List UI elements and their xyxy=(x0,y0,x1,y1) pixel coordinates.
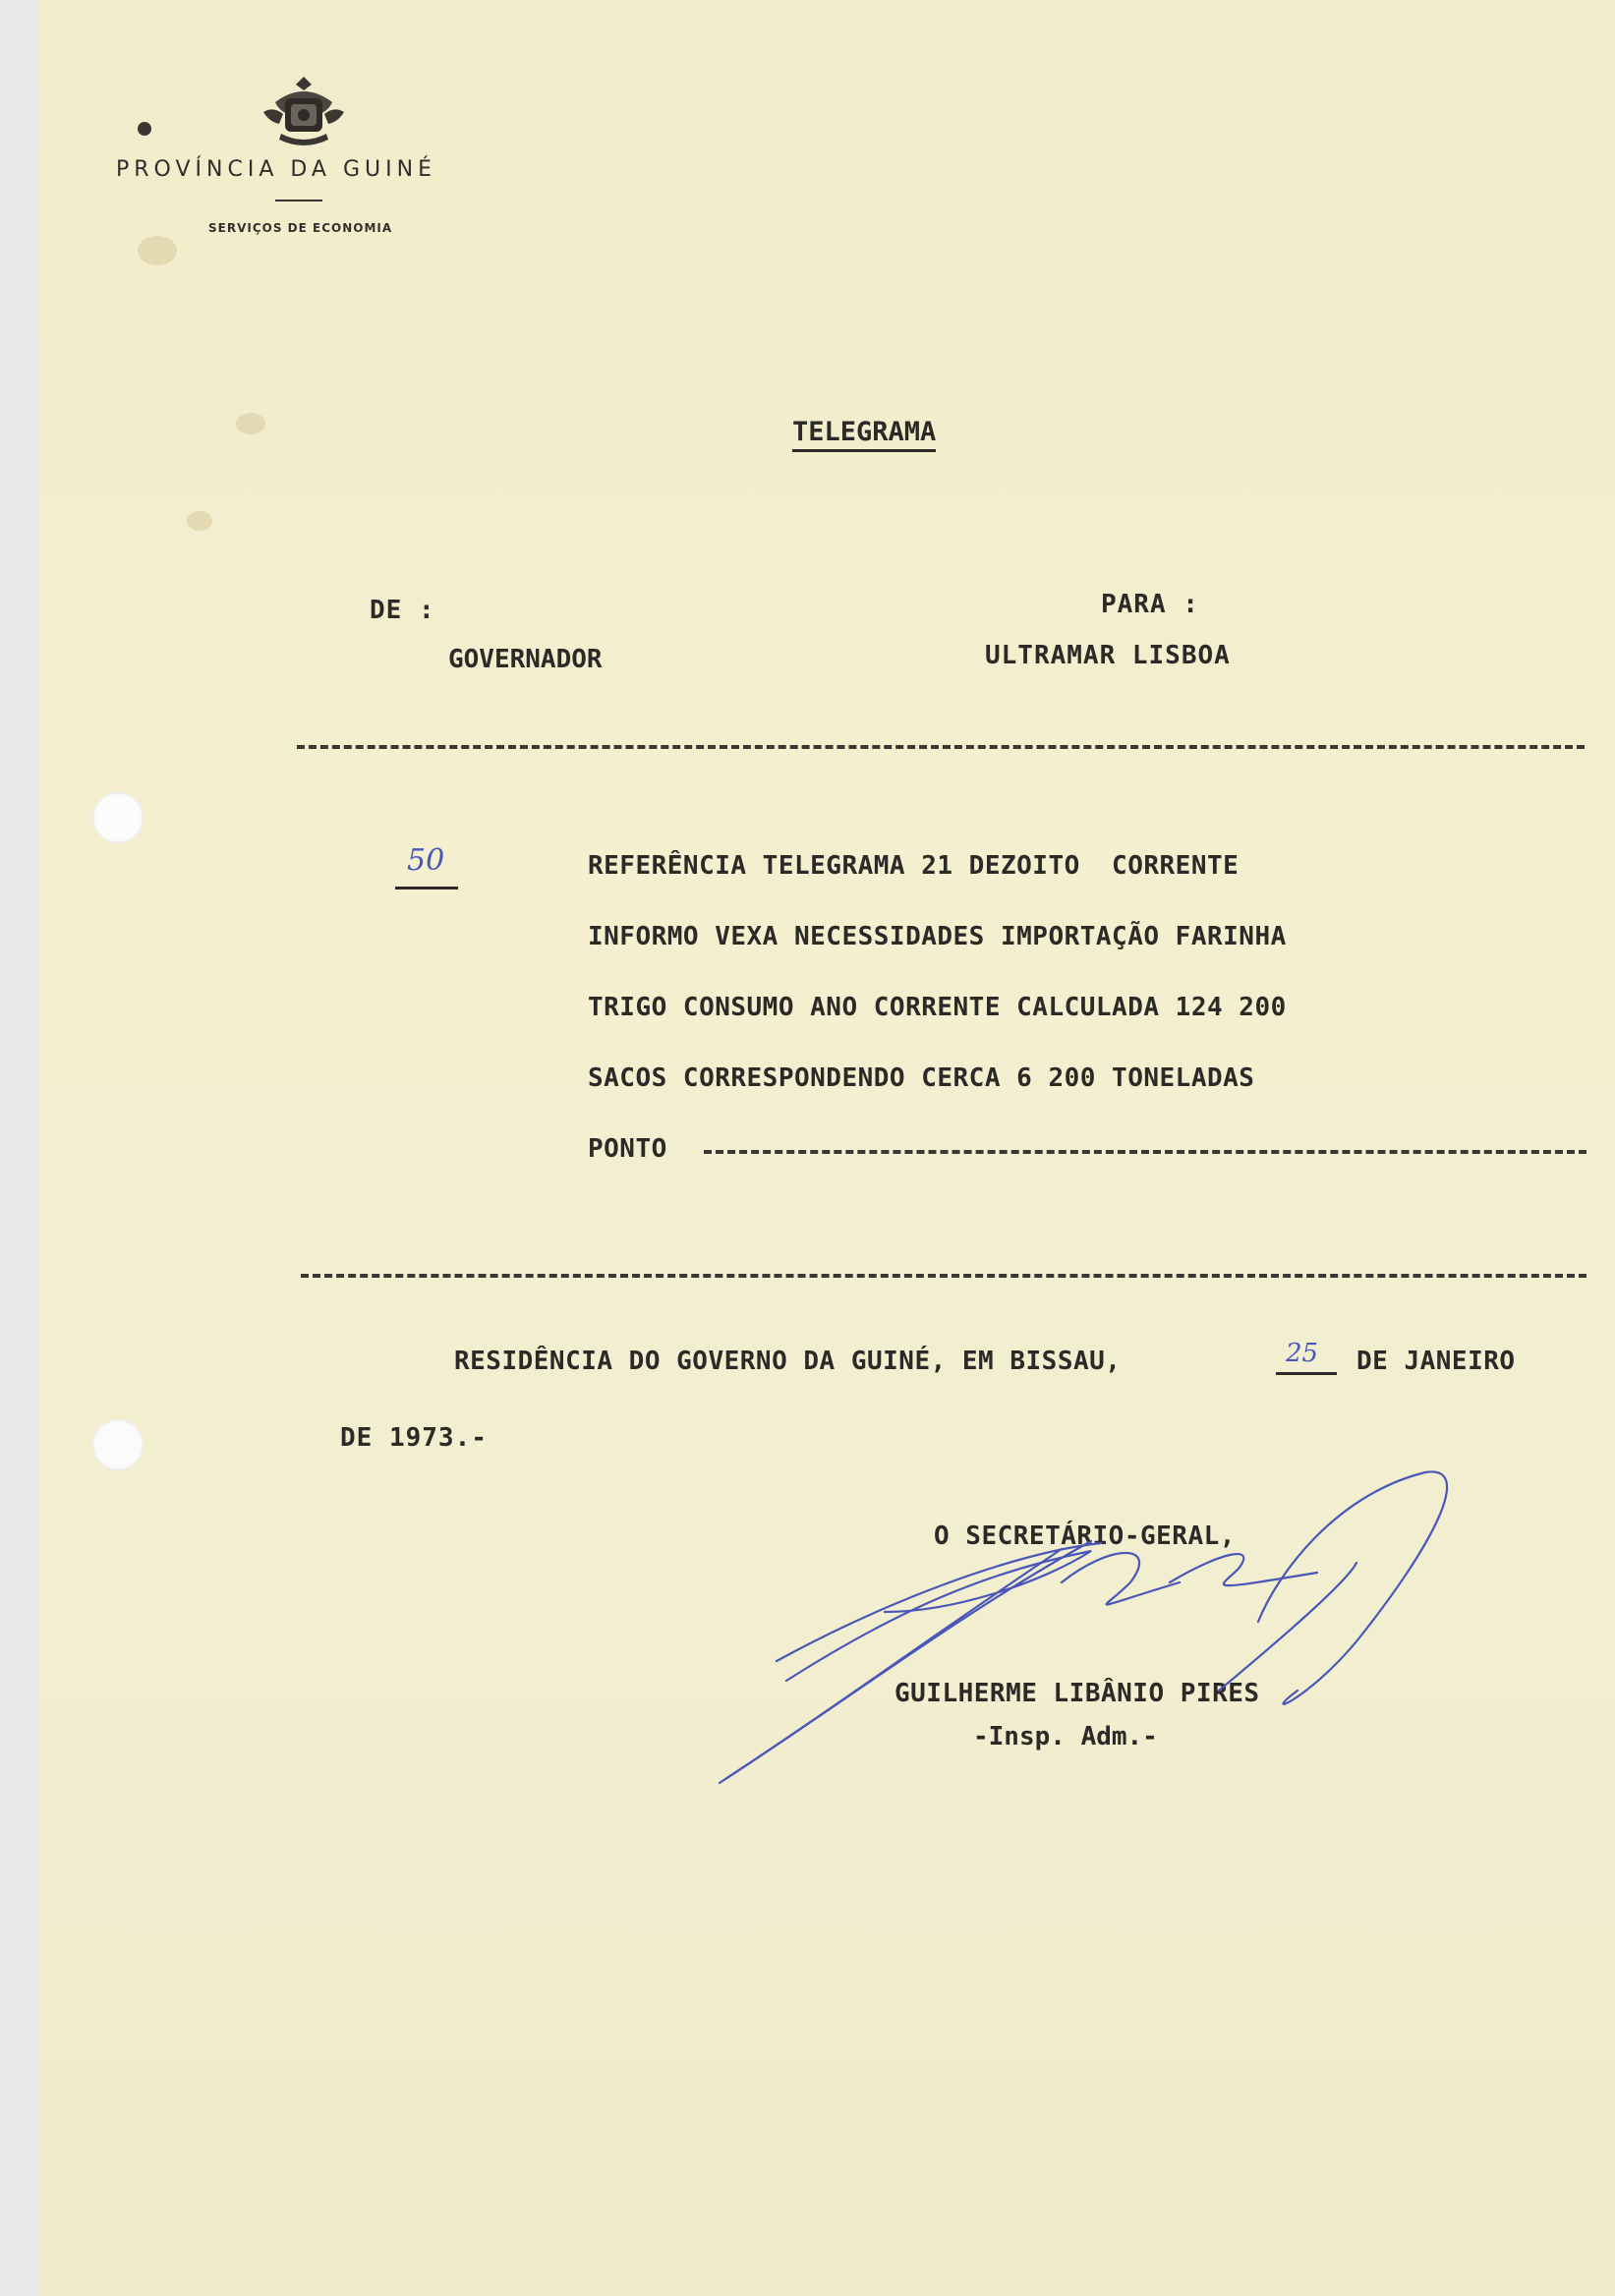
paper-stain xyxy=(187,511,212,531)
ink-dot xyxy=(138,122,151,136)
province-heading: PROVÍNCIA DA GUINÉ xyxy=(116,157,436,182)
message-line: SACOS CORRESPONDENDO CERCA 6 200 TONELADAS xyxy=(588,1063,1255,1093)
document-page xyxy=(39,0,1615,2296)
message-line: INFORMO VEXA NECESSIDADES IMPORTAÇÃO FARINHA xyxy=(588,922,1287,951)
closing-place: RESIDÊNCIA DO GOVERNO DA GUINÉ, EM BISSAU, xyxy=(454,1347,1122,1376)
closing-year: DE 1973.- xyxy=(340,1423,488,1453)
to-value: ULTRAMAR LISBOA xyxy=(985,641,1231,670)
message-number-underline xyxy=(395,887,458,890)
day-underline xyxy=(1276,1372,1337,1375)
service-subheading: SERVIÇOS DE ECONOMIA xyxy=(208,221,393,235)
message-line: REFERÊNCIA TELEGRAMA 21 DEZOITO CORRENTE xyxy=(588,851,1240,881)
document-title: TELEGRAMA xyxy=(792,417,936,452)
message-number: 50 xyxy=(407,843,445,878)
coat-of-arms-icon xyxy=(256,73,352,151)
closing-day: 25 xyxy=(1286,1339,1319,1368)
punch-hole xyxy=(92,1419,144,1470)
paper-stain xyxy=(138,236,177,265)
handwritten-signature xyxy=(668,1464,1474,1799)
signatory-role: O SECRETÁRIO-GERAL, xyxy=(934,1521,1236,1551)
signatory-name: GUILHERME LIBÂNIO PIRES xyxy=(894,1679,1260,1708)
from-value: GOVERNADOR xyxy=(448,645,603,674)
closing-month: DE JANEIRO xyxy=(1356,1347,1516,1376)
ponto-dash-line xyxy=(704,1150,1586,1154)
separator-line xyxy=(297,745,1585,749)
signatory-title: -Insp. Adm.- xyxy=(973,1722,1158,1751)
punch-hole xyxy=(92,792,144,843)
header-divider xyxy=(275,200,322,201)
message-line: PONTO xyxy=(588,1134,667,1164)
paper-stain xyxy=(236,413,265,434)
message-line: TRIGO CONSUMO ANO CORRENTE CALCULADA 124 200 xyxy=(588,993,1287,1022)
to-label: PARA : xyxy=(1101,590,1199,619)
separator-line xyxy=(301,1274,1586,1278)
from-label: DE : xyxy=(370,596,435,625)
